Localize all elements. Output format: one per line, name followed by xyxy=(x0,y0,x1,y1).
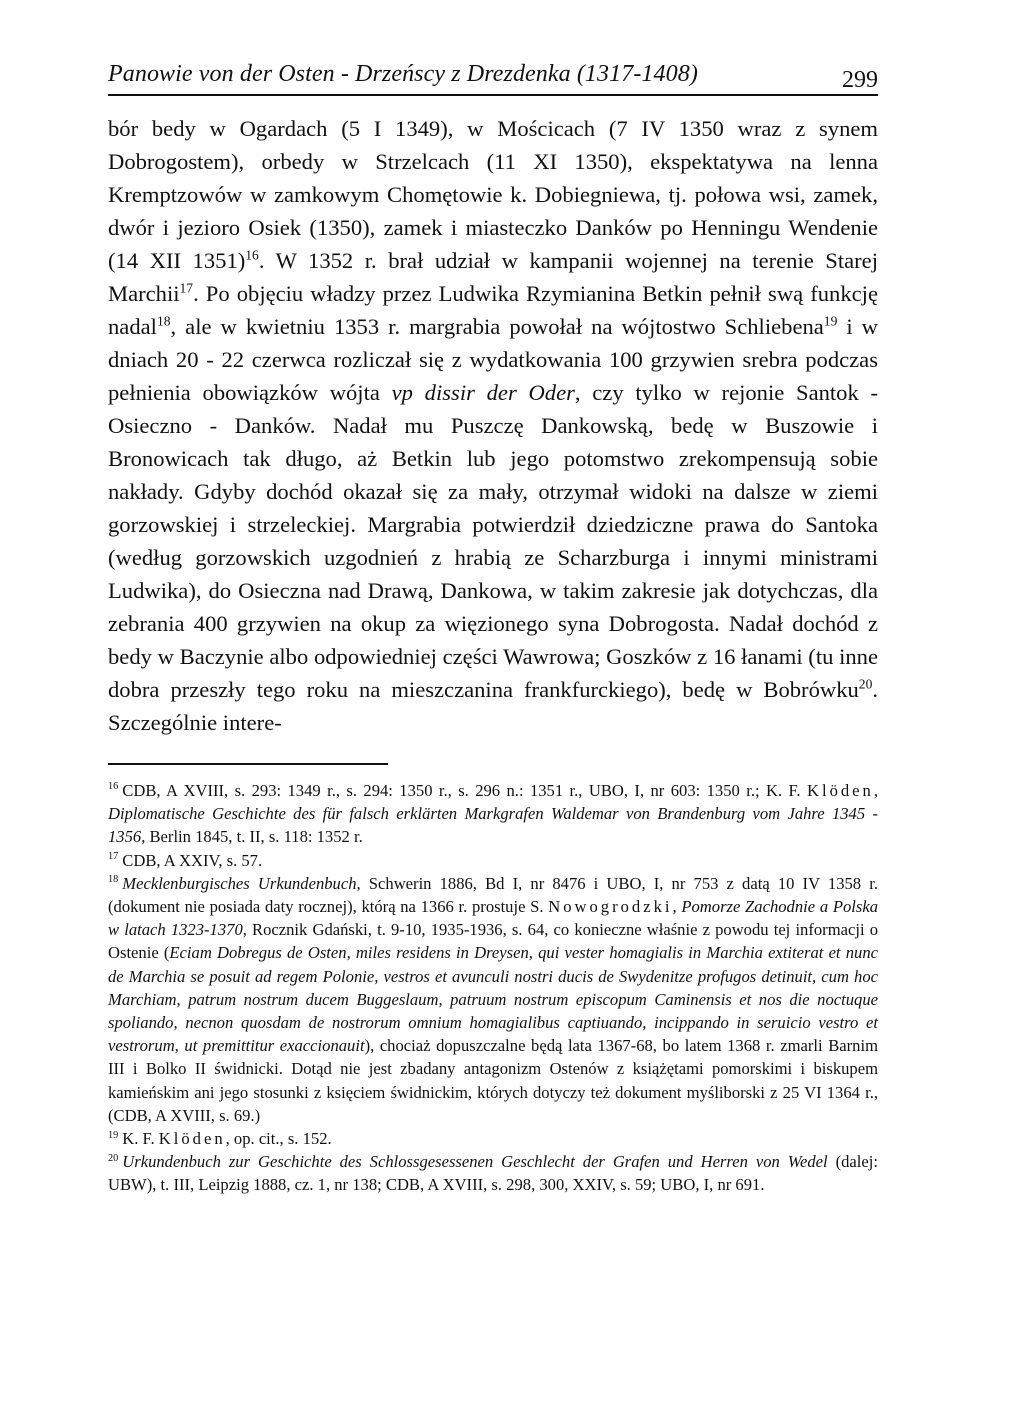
text-run: bór bedy w Ogardach (5 I 1349), w Mościcach (7 IV 1350 wraz z synem Dobrogostem), orbedy w Strzelcach (11 XI 1350), ekspektatywa na lenna Kremptzowów w zamkowym Chomętowie k. Dobiegniewa, tj. połowa wsi, zamek, dwór i jezioro Osiek (1350), zamek i miasteczko Danków po Henningu Wendenie (14 XII 1351) xyxy=(108,116,878,273)
footnote-text: CDB, A XVIII, s. 293: 1349 r., s. 294: 1350 r., s. 296 n.: 1351 r., UBO, I, nr 603: 1350 r.; K. F. xyxy=(122,781,807,800)
footnote-ref-19[interactable]: 19 xyxy=(823,313,838,329)
text-run: i w dniach 20 - 22 czerwca rozliczał się z wydatkowania 100 grzywien srebra podczas pełnienia obowiązków wójta xyxy=(108,314,878,405)
running-title: Panowie von der Osten - Drzeńscy z Drezdenka (1317-1408) xyxy=(108,61,698,87)
work-title: Urkundenbuch zur Geschichte des Schlossgesessenen Geschlecht der Grafen und Herren von Wedel xyxy=(122,1152,828,1172)
page-number: 299 xyxy=(842,67,878,93)
footnote-text: ), chociaż dopuszczalne będą lata 1367-68, bo latem 1368 r. zmarli Barnim III i Bolko II świdnicki. Dotąd nie jest zbadany antagonizm Ostenów z książętami pomorskimi i biskupem kamieńskim ani jego stosunki z księciem świdnickim, których dotyczy też dokument myśliborski z 25 VI 1364 r., (CDB, A XVIII, s. 69.) xyxy=(108,1036,878,1125)
footnote-text: , op. cit., s. 152. xyxy=(225,1129,332,1149)
footnote-rule xyxy=(108,763,388,765)
work-title: Mecklenburgisches Urkundenbuch xyxy=(122,873,357,893)
footnote-text: , Rocznik Gdański, t. 9-10, 1935-1936, s. 64, co konieczne właśnie z powodu tej informacji o Ostenie ( xyxy=(108,920,878,963)
footnote-mark: 19 xyxy=(108,1129,119,1141)
footnote-text: , Schwerin 1886, Bd I, nr 8476 i UBO, I, nr 753 z datą 10 IV 1358 r. (dokument nie posiada daty rocznej), którą na 1366 r. prostuje S. xyxy=(108,873,878,917)
running-head xyxy=(108,38,878,94)
footnote-text: , Berlin 1845, t. II, s. 118: 1352 r. xyxy=(141,827,363,847)
footnote-ref-17[interactable]: 17 xyxy=(179,280,194,296)
text-run: . Po objęciu władzy przez Ludwika Rzymianina Betkin pełnił swą funkcję nadal xyxy=(108,281,878,339)
author-name: Nowogrodzki xyxy=(548,897,673,917)
footnote-text: , xyxy=(672,897,682,917)
footnote-mark: 17 xyxy=(108,851,119,863)
footnote-text: CDB, A XXIV, s. 57. xyxy=(122,850,263,870)
footnote-ref-20[interactable]: 20 xyxy=(858,676,873,692)
page xyxy=(108,38,878,1197)
footnote-16 xyxy=(108,779,878,849)
footnote-20 xyxy=(108,1150,878,1196)
text-run: . Szczególnie intere- xyxy=(108,677,878,735)
body-text xyxy=(108,112,878,739)
text-run: . W 1352 r. brał udział w kampanii wojennej na terenie Starej Marchii xyxy=(108,248,878,306)
text-run: , ale w kwietniu 1353 r. margrabia powołał na wójtostwo Schliebena xyxy=(170,314,824,339)
author-name: Klöden xyxy=(158,1129,226,1149)
footnote-mark: 20 xyxy=(108,1152,119,1164)
footnote-mark: 18 xyxy=(108,874,119,886)
work-title: Pomorze Zachodnie a Polska w latach 1323-1370 xyxy=(108,897,878,940)
latin-quote: Eciam Dobregus de Osten, miles residens in Dreysen, qui vester homagialis in Marchia extiterat et nunc de Marchia se posuit ad regem Polonie, vestros et avunculi nostri ducis de Swydenitze profugos detinuit, cum hoc Marchiam, patrum nostrum ducem Buggeslaum, patruum nostrum episcopum Caminensis et nos die noctuque spoliando, necnon quosdam de nostrorum omnium homagialibus captiuando, incippando in seruicio vestro et vestrorum, ut premittitur exaccionauit xyxy=(108,943,878,1056)
footnote-19 xyxy=(108,1127,878,1150)
work-title: Diplomatische Geschichte des für falsch erklärten Markgrafen Waldemar von Brandenburg vom Jahre 1345 - 1356 xyxy=(108,804,878,847)
footnote-text: , xyxy=(873,781,878,800)
footnote-17 xyxy=(108,849,878,872)
footnotes xyxy=(108,779,878,1197)
footnote-18 xyxy=(108,872,878,1127)
footnote-mark: 16 xyxy=(108,781,119,793)
footnote-text: (dalej: UBW), t. III, Leipzig 1888, cz. 1, nr 138; CDB, A XVIII, s. 298, 300, XXIV, s. 59; UBO, I, nr 691. xyxy=(108,1152,878,1195)
header-rule xyxy=(108,94,878,96)
footnote-text: K. F. xyxy=(122,1129,159,1149)
text-run: , czy tylko w rejonie Santok - Osieczno - Danków. Nadał mu Puszczę Dankowską, bedę w Buszowie i Bronowicach tak długo, aż Betkin lub jego potomstwo zrekompensują sobie nakłady. Gdyby dochód okazał się za mały, otrzymał widoki na dalsze w ziemi gorzowskiej i strzeleckiej. Margrabia potwierdził dziedziczne prawa do Santoka (według gorzowskich uzgodnień z hrabią ze Scharzburga i innymi ministrami Ludwika), do Osieczna nad Drawą, Dankowa, w takim zakresie jak dotychczas, dla zebrania 400 grzywien na okup za więzionego syna Dobrogosta. Nadał dochód z bedy w Baczynie albo odpowiedniej części Wawrowa; Goszków z 16 łanami (tu inne dobra przeszły tego roku na mieszczanina frankfurckiego), bedę w Bobrówku xyxy=(108,380,879,702)
footnote-ref-16[interactable]: 16 xyxy=(245,247,259,263)
author-name: Klöden xyxy=(806,781,874,800)
body-paragraph xyxy=(108,112,878,739)
italic-term: vp dissir der Oder xyxy=(391,380,575,405)
footnote-ref-18[interactable]: 18 xyxy=(156,313,171,329)
